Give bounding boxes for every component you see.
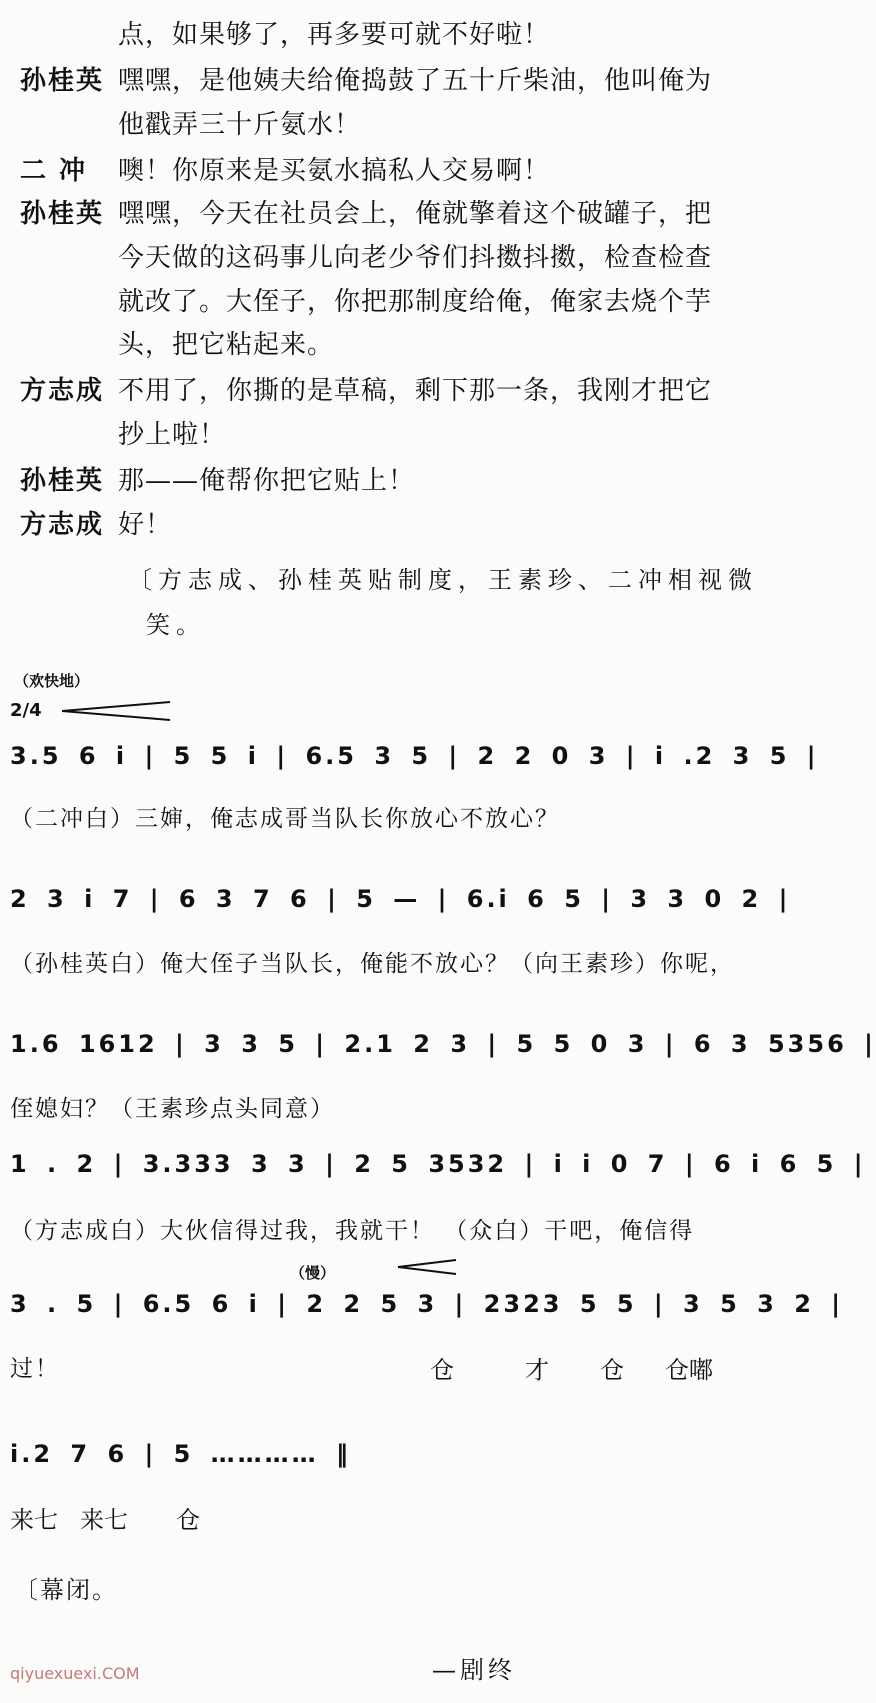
- notation-row-1: 3.5 6 i | 5 5 i | 6.5 3 5 | 2 2 0 3 | i .2 3 5 |: [10, 742, 819, 770]
- crescendo-hairpin: [62, 700, 172, 722]
- script-line-0: 点，如果够了，再多要可就不好啦！: [118, 20, 551, 50]
- script-line-6: 就改了。大侄子，你把那制度给俺，俺家去烧个芋: [118, 287, 713, 317]
- script-line-4: 嘿嘿，今天在社员会上，俺就擎着这个破罐子，把: [118, 199, 713, 229]
- percussion-3: 仓: [600, 1356, 624, 1384]
- percussion-7: 仓: [176, 1506, 200, 1534]
- script-line-8: 不用了，你撕的是草稿，剩下那一条，我刚才把它: [118, 376, 713, 406]
- speaker-10: 孙桂英: [20, 466, 105, 496]
- script-line-2: 他戳弄三十斤氨水！: [118, 110, 362, 140]
- script-line-10: 那——俺帮你把它贴上！: [118, 466, 416, 496]
- script-line-5: 今天做的这码事儿向老少爷们抖擞抖擞，检查检查: [118, 243, 713, 273]
- speaker-11: 方志成: [20, 510, 105, 540]
- lyric-row-3: 侄媳妇？（王素珍点头同意）: [10, 1096, 335, 1122]
- lyric-row-2: （孙桂英白）俺大侄子当队长，俺能不放心？（向王素珍）你呢，: [10, 951, 735, 977]
- percussion-1: 仓: [430, 1356, 454, 1384]
- percussion-2: 才: [525, 1356, 549, 1384]
- speaker-8: 方志成: [20, 376, 105, 406]
- notation-row-6: i.2 7 6 | 5 ………… ‖: [10, 1440, 352, 1468]
- time-signature: 2/4: [10, 700, 42, 721]
- script-line-1: 嘿嘿，是他姨夫给俺捣鼓了五十斤柴油，他叫俺为: [118, 66, 713, 96]
- stage-direction-line-2: 笑。: [146, 611, 206, 639]
- lyric-row-4: （方志成白）大伙信得过我，我就干！ （众白）干吧，俺信得: [10, 1218, 695, 1244]
- speaker-3: 二 冲: [20, 156, 88, 186]
- speaker-1: 孙桂英: [20, 66, 105, 96]
- script-line-9: 抄上啦！: [118, 420, 227, 450]
- lyric-row-1: （二冲白）三婶，俺志成哥当队长你放心不放心？: [10, 806, 560, 832]
- percussion-4: 仓嘟: [665, 1356, 713, 1384]
- percussion-6: 来七: [80, 1506, 128, 1534]
- notation-row-5: 3 . 5 | 6.5 6 i | 2 2 5 3 | 2323 5 5 | 3 5 3 2 |: [10, 1290, 844, 1318]
- script-line-11: 好！: [118, 510, 173, 540]
- notation-row-3: 1.6 1612 | 3 3 5 | 2.1 2 3 | 5 5 0 3 | 6 3 5356 |: [10, 1030, 876, 1058]
- stage-direction-line-1: 〔方志成、孙桂英贴制度，王素珍、二冲相视微: [128, 566, 758, 594]
- lyric-row-5: 过！: [10, 1356, 60, 1382]
- notation-row-2: 2 3 i 7 | 6 3 7 6 | 5 — | 6.i 6 5 | 3 3 0 2 |: [10, 885, 791, 913]
- play-end: —剧终: [432, 1656, 516, 1684]
- watermark: qiyuexuexi.COM: [10, 1664, 140, 1683]
- speaker-4: 孙桂英: [20, 199, 105, 229]
- script-line-3: 噢！你原来是买氨水搞私人交易啊！: [118, 156, 551, 186]
- curtain-close: 〔幕闭。: [14, 1576, 118, 1604]
- percussion-5: 来七: [10, 1506, 58, 1534]
- decrescendo-hairpin: [398, 1258, 458, 1276]
- notation-row-4: 1 . 2 | 3.333 3 3 | 2 5 3532 | i i 0 7 | 6 i 6 5 |: [10, 1150, 866, 1178]
- script-line-7: 头，把它粘起来。: [118, 330, 335, 360]
- slow-marking: （慢）: [290, 1264, 336, 1282]
- tempo-marking: （欢快地）: [14, 672, 90, 690]
